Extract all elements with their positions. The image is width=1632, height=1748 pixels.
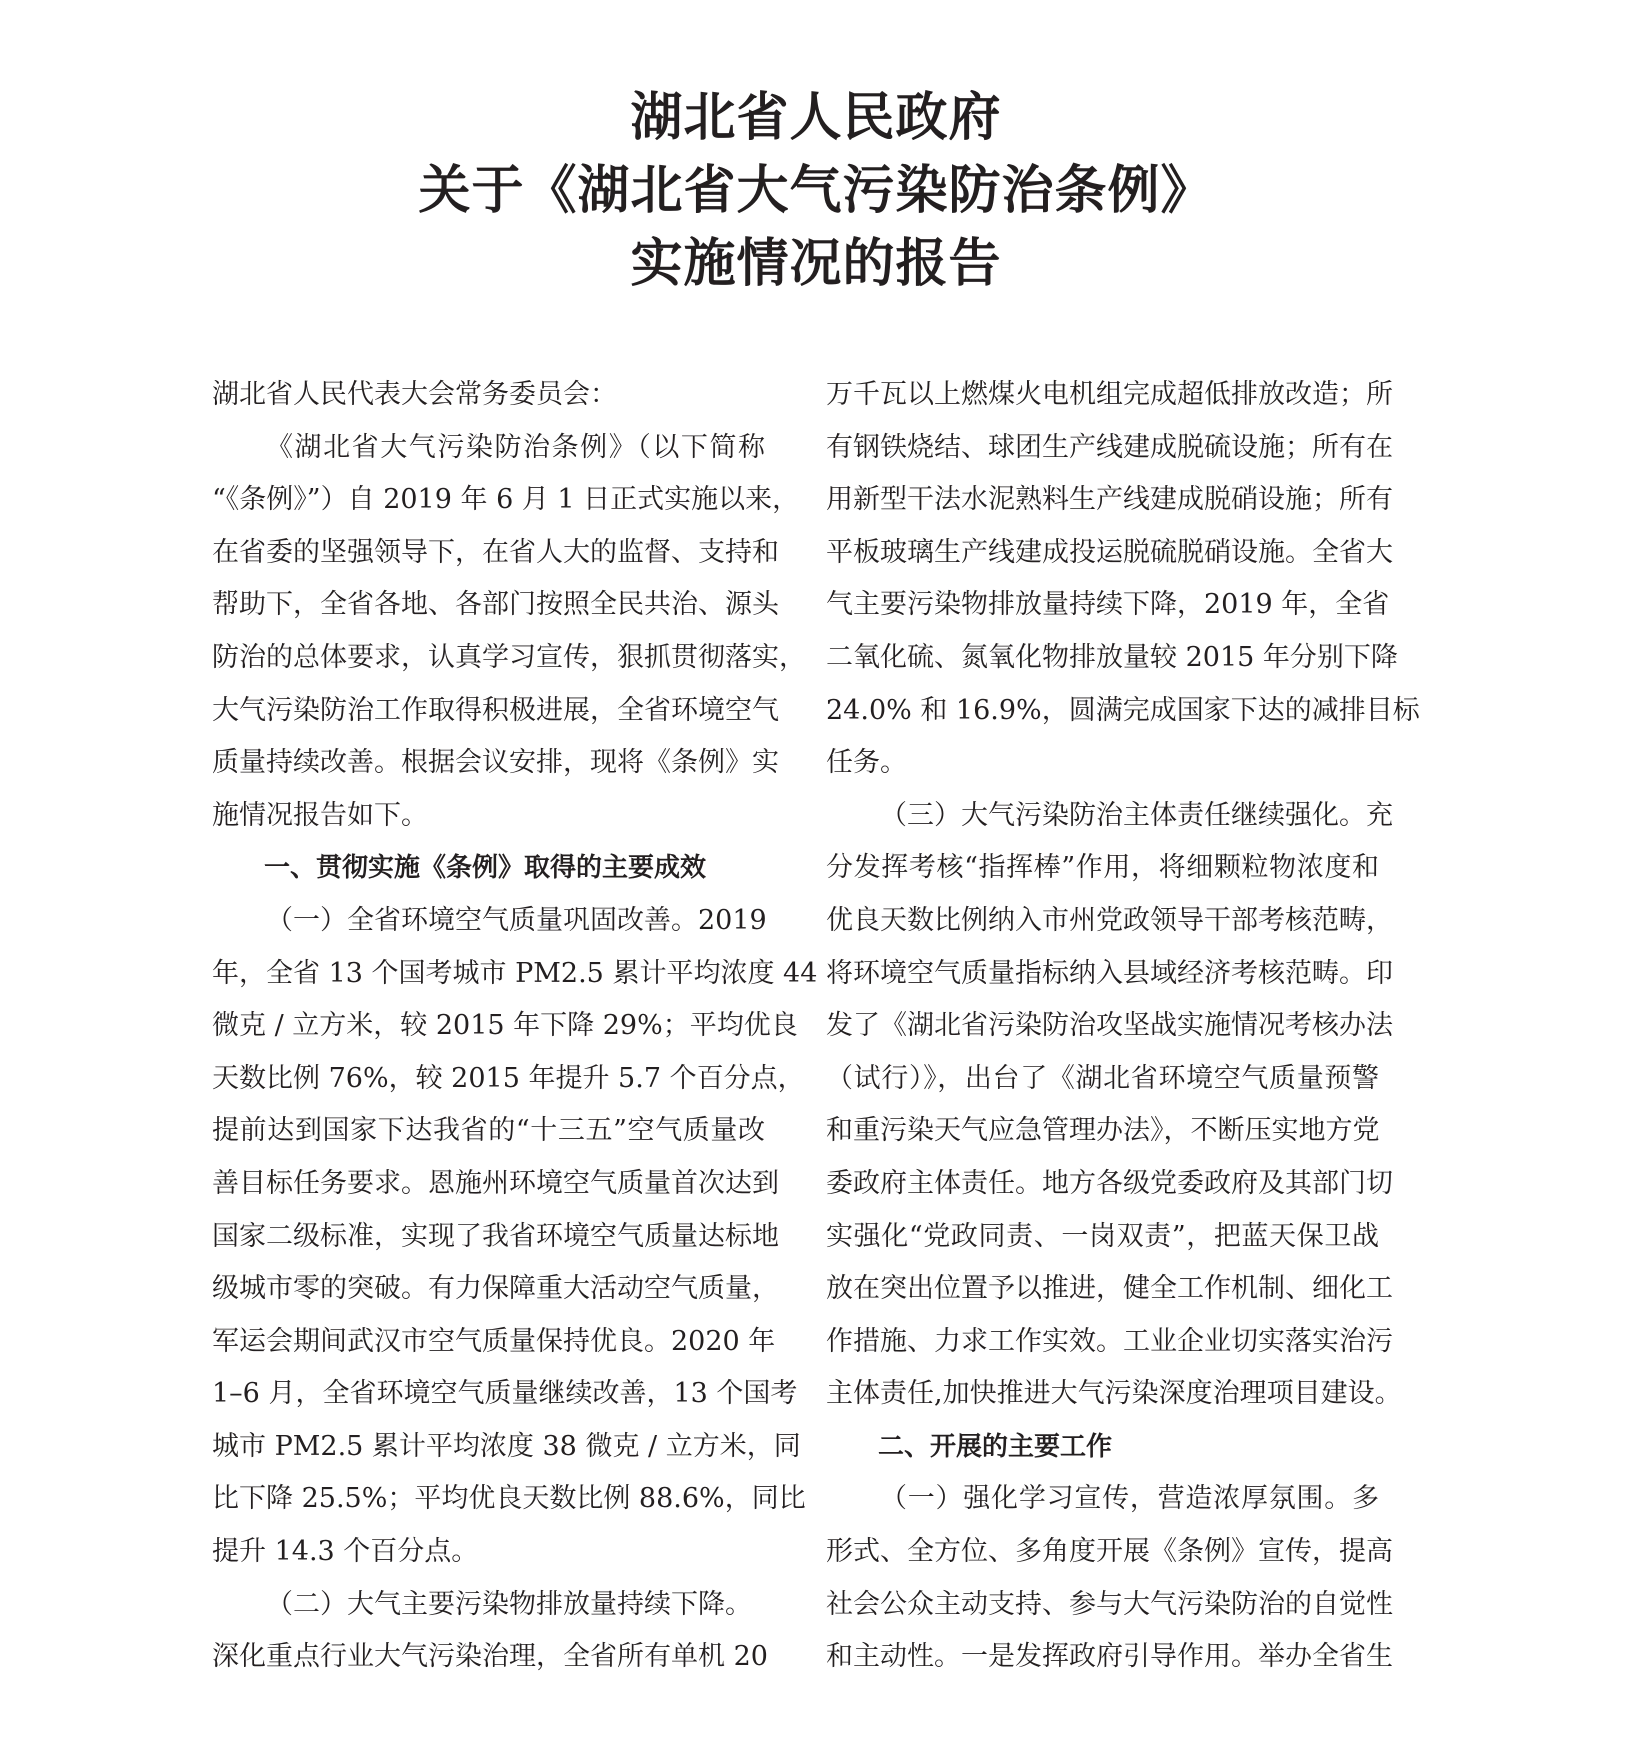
text-line: 二氧化硫、氮氧化物排放量较 2015 年分别下降	[826, 641, 1398, 673]
text-line: 用新型干法水泥熟料生产线建成脱硝设施；所有	[826, 484, 1393, 516]
text-line: 24.0% 和 16.9%，圆满完成国家下达的减排目标	[826, 694, 1420, 726]
text-line: 平板玻璃生产线建成投运脱硫脱硝设施。全省大	[826, 536, 1393, 568]
title-line-3: 实施情况的报告	[630, 234, 1002, 294]
text-line: 形式、全方位、多角度开展《条例》宣传，提高	[826, 1536, 1393, 1568]
text-line: 质量持续改善。根据会议安排，现将《条例》实	[212, 747, 779, 779]
text-line: 深化重点行业大气污染治理，全省所有单机 20	[212, 1641, 768, 1673]
left-column	[212, 369, 818, 1684]
text-line: 社会公众主动支持、参与大气污染防治的自觉性	[826, 1588, 1393, 1620]
text-line: （三）大气污染防治主体责任继续强化。充	[880, 799, 1393, 831]
section-4-paragraph	[826, 1473, 1393, 1683]
text-line: （二）大气主要污染物排放量持续下降。	[266, 1588, 752, 1620]
title-line-2: 关于《湖北省大气污染防治条例》	[418, 161, 1214, 221]
text-line: 优良天数比例纳入市州党政领导干部考核范畴，	[826, 904, 1393, 936]
text-line: 国家二级标准，实现了我省环境空气质量达标地	[212, 1220, 779, 1252]
text-line: “《条例》”）自 2019 年 6 月 1 日正式实施以来，	[212, 484, 800, 516]
section-2-continued	[826, 369, 1420, 790]
text-line: 实强化“党政同责、一岗双责”，把蓝天保卫战	[826, 1220, 1379, 1252]
text-line: 善目标任务要求。恩施州环境空气质量首次达到	[212, 1167, 779, 1199]
text-line: （试行）》，出台了《湖北省环境空气质量预警	[826, 1062, 1379, 1094]
text-line: 委政府主体责任。地方各级党委政府及其部门切	[826, 1167, 1393, 1199]
text-line: 和主动性。一是发挥政府引导作用。举办全省生	[826, 1641, 1393, 1673]
text-line: 比下降 25.5%；平均优良天数比例 88.6%，同比	[212, 1483, 806, 1515]
text-line: 任务。	[826, 747, 907, 779]
text-line: 气主要污染物排放量持续下降，2019 年，全省	[826, 589, 1390, 621]
text-line: （一）强化学习宣传，营造浓厚氛围。多	[880, 1483, 1379, 1515]
text-line: 作措施、力求工作实效。工业企业切实落实治污	[826, 1325, 1393, 1357]
text-line: 提升 14.3 个百分点。	[212, 1536, 479, 1568]
text-line: 主体责任,加快推进大气污染深度治理项目建设。	[826, 1378, 1402, 1410]
salutation-line: 湖北省人民代表大会常务委员会：	[212, 379, 617, 410]
document-title	[0, 82, 1632, 301]
text-line: 防治的总体要求，认真学习宣传，狠抓贯彻落实，	[212, 641, 806, 673]
text-line: 放在突出位置予以推进，健全工作机制、细化工	[826, 1273, 1393, 1305]
text-line: 在省委的坚强领导下，在省人大的监督、支持和	[212, 536, 779, 568]
title-line-1: 湖北省人民政府	[630, 88, 1002, 148]
right-column	[826, 369, 1420, 1684]
text-line: 天数比例 76%，较 2015 年提升 5.7 个百分点，	[212, 1062, 805, 1094]
text-line: 1–6 月，全省环境空气质量继续改善，13 个国考	[212, 1378, 798, 1410]
salutation	[212, 369, 765, 422]
section-2-paragraph	[212, 1579, 768, 1684]
section-heading-2: 二、开展的主要工作	[878, 1431, 1113, 1462]
section-heading-1: 一、贯彻实施《条例》取得的主要成效	[264, 853, 707, 884]
text-line: 分发挥考核“指挥棒”作用，将细颗粒物浓度和	[826, 852, 1379, 884]
intro-paragraph	[212, 422, 806, 843]
text-line: 级城市零的突破。有力保障重大活动空气质量，	[212, 1273, 779, 1305]
text-line: 大气污染防治工作取得积极进展，全省环境空气	[212, 694, 779, 726]
text-line: 年，全省 13 个国考城市 PM2.5 累计平均浓度 44	[212, 957, 818, 989]
text-line: 有钢铁烧结、球团生产线建成脱硫设施；所有在	[826, 431, 1393, 463]
text-line: 城市 PM2.5 累计平均浓度 38 微克 / 立方米，同	[212, 1430, 801, 1462]
text-line: 军运会期间武汉市空气质量保持优良。2020 年	[212, 1325, 776, 1357]
text-line: 提前达到国家下达我省的“十三五”空气质量改	[212, 1115, 765, 1147]
text-line: 微克 / 立方米，较 2015 年下降 29%；平均优良	[212, 1010, 798, 1042]
text-line: 施情况报告如下。	[212, 799, 428, 831]
section-1-paragraph	[212, 895, 818, 1579]
text-line: 发了《湖北省污染防治攻坚战实施情况考核办法	[826, 1010, 1393, 1042]
section-3-paragraph	[826, 790, 1402, 1421]
text-line: 《湖北省大气污染防治条例》（以下简称	[266, 431, 765, 463]
text-line: （一）全省环境空气质量巩固改善。2019	[266, 904, 767, 936]
text-line: 万千瓦以上燃煤火电机组完成超低排放改造；所	[826, 379, 1393, 410]
text-line: 和重污染天气应急管理办法》，不断压实地方党	[826, 1115, 1380, 1147]
text-line: 帮助下，全省各地、各部门按照全民共治、源头	[212, 589, 779, 621]
text-line: 将环境空气质量指标纳入县域经济考核范畴。印	[826, 957, 1393, 989]
